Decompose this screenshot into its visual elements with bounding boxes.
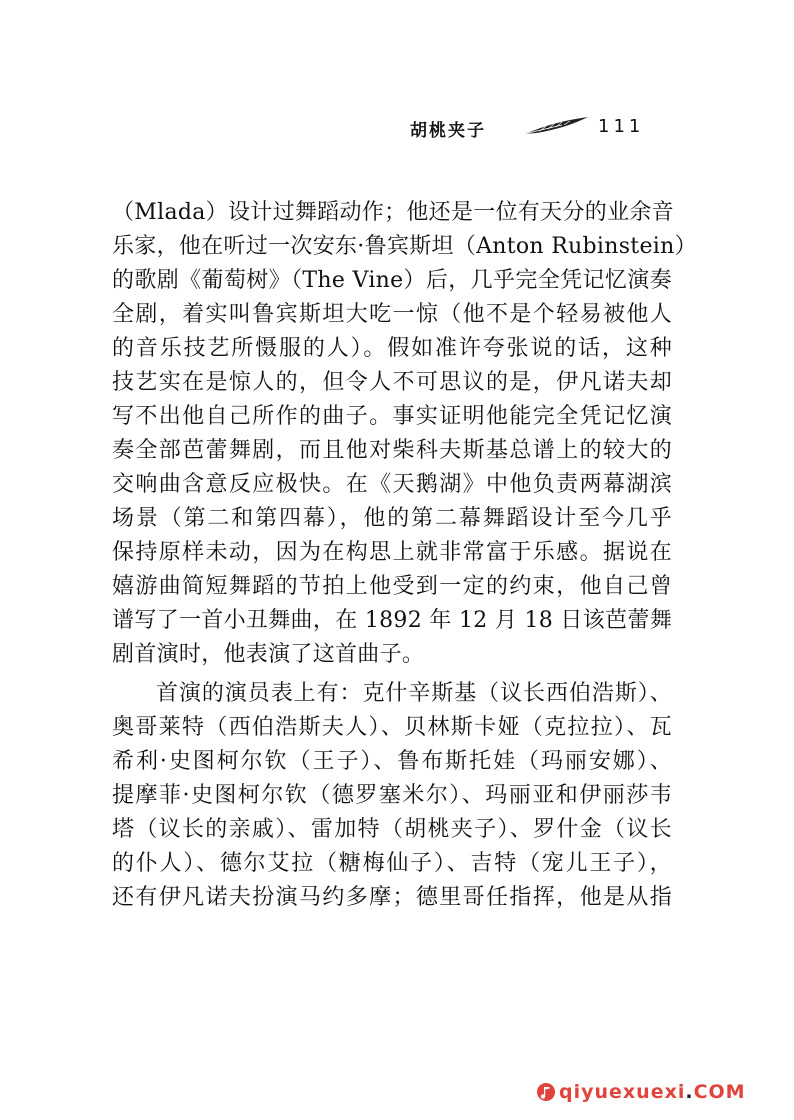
text-line: 的歌剧《葡萄树》（The Vine）后，几乎完全凭记忆演奏 xyxy=(112,268,672,293)
watermark-text xyxy=(559,1081,746,1103)
paragraph-1 xyxy=(112,196,697,672)
body-text xyxy=(112,196,697,915)
text-line: 的仆人）、德尔艾拉（糖梅仙子）、吉特（宠儿王子）， xyxy=(112,851,672,876)
text-line: 嬉游曲简短舞蹈的节拍上他受到一定的约束，他自己曾 xyxy=(112,574,672,599)
page-number: 111 xyxy=(598,116,645,137)
paragraph-2 xyxy=(112,677,672,915)
text-line: 塔（议长的亲戚）、雷加特（胡桃夹子）、罗什金（议长 xyxy=(112,817,672,842)
music-note-icon xyxy=(536,1082,556,1102)
text-line: 希利·史图柯尔钦（王子）、鲁布斯托娃（玛丽安娜）、 xyxy=(112,749,672,774)
watermark-domain: qiyuexuexi xyxy=(559,1081,686,1103)
text-line: 提摩菲·史图柯尔钦（德罗塞米尔）、玛丽亚和伊丽莎韦 xyxy=(112,783,672,808)
watermark-dot: . xyxy=(685,1081,694,1103)
text-line: 技艺实在是惊人的，但令人不可思议的是，伊凡诺夫却 xyxy=(112,370,672,395)
text-line: 场景（第二和第四幕），他的第二幕舞蹈设计至今几乎 xyxy=(112,506,672,531)
text-line: 乐家，他在听过一次安东·鲁宾斯坦（Anton Rubinstein） xyxy=(112,234,697,259)
text-line: 保持原样未动，因为在构思上就非常富于乐感。据说在 xyxy=(112,540,672,565)
text-line: 剧首演时，他表演了这首曲子。 xyxy=(112,642,425,667)
text-line: 写不出他自己所作的曲子。事实证明他能完全凭记忆演 xyxy=(112,404,672,429)
watermark-tld: COM xyxy=(693,1081,746,1103)
text-line: 还有伊凡诺夫扮演马约多摩；德里哥任指挥，他是从指 xyxy=(112,885,672,910)
text-line: 谱写了一首小丑舞曲，在 1892 年 12 月 18 日该芭蕾舞 xyxy=(112,608,672,633)
text-line: （Mlada）设计过舞蹈动作；他还是一位有天分的业余音 xyxy=(112,200,674,225)
site-watermark xyxy=(536,1080,746,1104)
text-line: 奏全部芭蕾舞剧，而且他对柴科夫斯基总谱上的较大的 xyxy=(112,438,672,463)
running-head xyxy=(410,114,650,146)
feather-ornament-icon xyxy=(522,114,592,138)
text-line: 全剧，着实叫鲁宾斯坦大吃一惊（他不是个轻易被他人 xyxy=(112,302,672,327)
text-line: 的音乐技艺所慑服的人）。假如准许夸张说的话，这种 xyxy=(112,336,672,361)
text-line: 交响曲含意反应极快。在《天鹅湖》中他负责两幕湖滨 xyxy=(112,472,672,497)
running-title: 胡桃夹子 xyxy=(410,121,486,141)
text-line: 首演的演员表上有：克什辛斯基（议长西伯浩斯）、 xyxy=(156,681,672,706)
text-line: 奥哥莱特（西伯浩斯夫人）、贝林斯卡娅（克拉拉）、瓦 xyxy=(112,715,672,740)
